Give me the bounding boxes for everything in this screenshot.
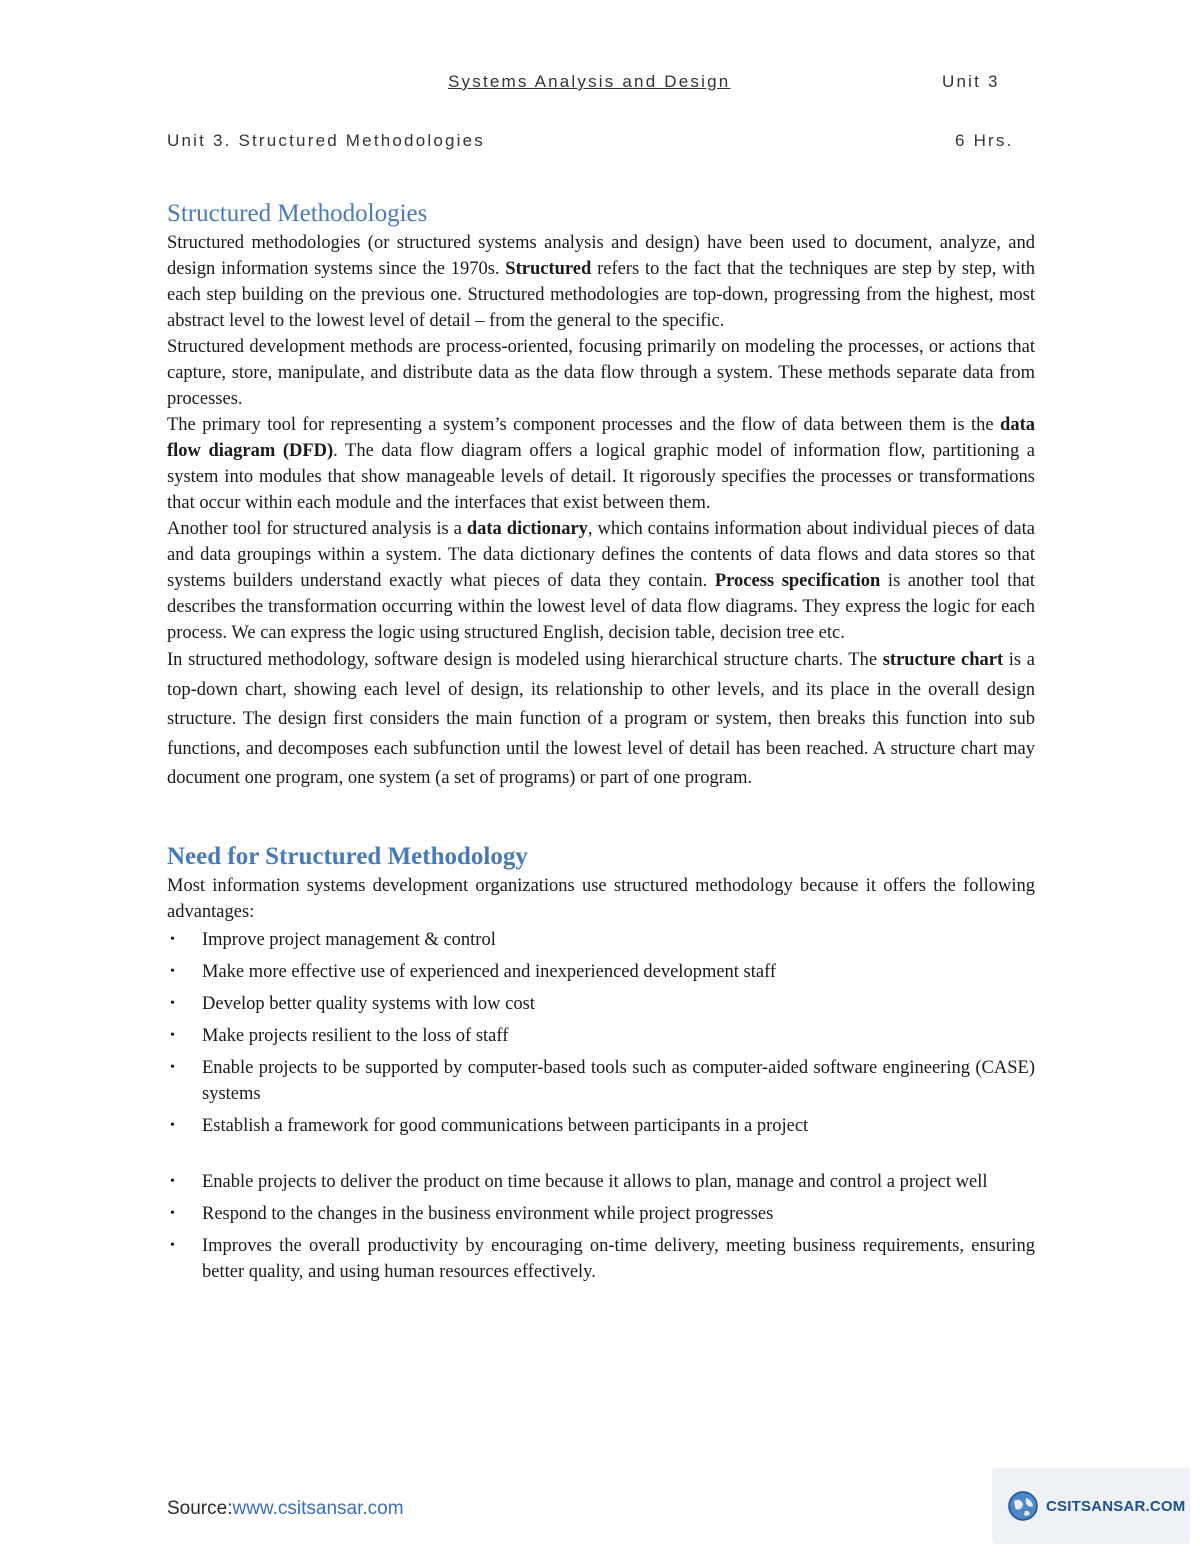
text-run: refers to the fact that the techniques are step by step, with each step building on the previous one. Structured methodologies are top-down, progressing from the highest, most abstract level to the lowest level of detail – from the general to the specific. bbox=[167, 259, 1035, 331]
paragraph-data-dictionary bbox=[167, 516, 1035, 646]
bold-term-structured: Structured bbox=[505, 259, 592, 279]
section-spacer bbox=[167, 794, 1035, 843]
list-item-text: Establish a framework for good communications between participants in a project bbox=[202, 1115, 809, 1136]
list-item bbox=[167, 1201, 1035, 1227]
bullet-icon: • bbox=[170, 1117, 175, 1133]
list-item-text: Enable projects to be supported by computer-based tools such as computer-aided software engineering (CASE) systems bbox=[202, 1057, 1035, 1104]
bullet-icon: • bbox=[170, 995, 175, 1011]
bullet-icon: • bbox=[170, 1059, 175, 1075]
paragraph-structure-chart bbox=[167, 646, 1035, 794]
text-run: In structured methodology, software design is modeled using hierarchical structure charts. The bbox=[167, 650, 883, 670]
list-item-text: Make more effective use of experienced and inexperienced development staff bbox=[202, 961, 777, 982]
bullet-icon: • bbox=[170, 1173, 175, 1189]
bullet-icon: • bbox=[170, 963, 175, 979]
globe-icon bbox=[1006, 1489, 1040, 1523]
section-heading-structured-methodologies: Structured Methodologies bbox=[167, 200, 428, 227]
text-run: Structured methodologies (or structured systems analysis and design) have been used to document, analyze, and design information systems since the 1970s. bbox=[167, 233, 1035, 279]
hours-label: 6 Hrs. bbox=[955, 131, 1014, 150]
bold-term-structure-chart: structure chart bbox=[882, 650, 1004, 670]
document-body bbox=[167, 200, 1035, 1291]
bold-term-data-dictionary: data dictionary bbox=[466, 519, 588, 539]
text-run: , which contains information about individual pieces of data and data groupings within a system. The data dictionary defines the contents of data flows and data stores so that systems builders understand exactly what pieces of data they contain. bbox=[167, 519, 1035, 591]
source-label: Source: bbox=[167, 1498, 233, 1519]
bullet-icon: • bbox=[170, 1237, 175, 1253]
list-item bbox=[167, 991, 1035, 1017]
text-run: Another tool for structured analysis is a bbox=[167, 519, 467, 539]
list-item bbox=[167, 1023, 1035, 1049]
section-heading-need: Need for Structured Methodology bbox=[167, 842, 528, 870]
bullet-icon: • bbox=[170, 1205, 175, 1221]
list-item bbox=[167, 959, 1035, 985]
unit-heading: Unit 3. Structured Methodologies bbox=[167, 131, 485, 150]
text-run: . The data flow diagram offers a logical graphic model of information flow, partitioning a system into modules that show manageable levels of detail. It rigorously specifies the processes or transformations that occur within each module and the interfaces that exist between them. bbox=[167, 441, 1035, 513]
list-item-text: Enable projects to deliver the product on time because it allows to plan, manage and control a project well bbox=[202, 1171, 988, 1192]
text-run: The primary tool for representing a system’s component processes and the flow of data between them is the bbox=[167, 415, 1001, 435]
course-title: Systems Analysis and Design bbox=[448, 72, 731, 91]
list-item bbox=[167, 1113, 1035, 1139]
list-item-text: Make projects resilient to the loss of staff bbox=[202, 1025, 509, 1046]
list-item-text: Develop better quality systems with low cost bbox=[202, 993, 535, 1014]
text-run: is another tool that describes the transformation occurring within the lowest level of data flow diagrams. They express the logic for each process. We can express the logic using structured English, decision table, decision tree etc. bbox=[167, 571, 1035, 643]
unit-label: Unit 3 bbox=[942, 72, 1000, 91]
logo-text: CSITSANSAR.COM bbox=[1046, 1497, 1186, 1515]
list-item-text: Respond to the changes in the business environment while project progresses bbox=[202, 1203, 774, 1224]
advantages-list bbox=[167, 927, 1035, 1285]
list-item bbox=[167, 1055, 1035, 1107]
paragraph-intro bbox=[167, 230, 1035, 334]
list-item bbox=[167, 1169, 1035, 1195]
list-item-text: Improve project management & control bbox=[202, 929, 496, 950]
site-logo[interactable] bbox=[992, 1468, 1190, 1544]
text-run: is a top-down chart, showing each level of design, its relationship to other levels, and its place in the overall design structure. The design first considers the main function of a program or system, then breaks this function into sub functions, and decomposes each subfunction until the lowest level of detail has been reached. A structure chart may document one program, one system (a set of programs) or part of one program. bbox=[167, 650, 1035, 788]
list-item bbox=[167, 927, 1035, 953]
list-item bbox=[167, 1233, 1035, 1285]
footer-source bbox=[167, 1498, 404, 1520]
paragraph-need-intro: Most information systems development organizations use structured methodology because it offers the following advantages: bbox=[167, 875, 1035, 922]
bold-term-dfd: data flow diagram (DFD) bbox=[167, 415, 1035, 461]
list-item-text: Improves the overall productivity by encouraging on-time delivery, meeting business requirements, ensuring better quality, and using human resources effectively. bbox=[202, 1235, 1035, 1282]
paragraph-process-oriented: Structured development methods are process-oriented, focusing primarily on modeling the processes, or actions that capture, store, manipulate, and distribute data as the data flow through a system. These methods separate data from processes. bbox=[167, 337, 1035, 409]
source-link[interactable]: www.csitsansar.com bbox=[232, 1498, 404, 1519]
bold-term-process-specification: Process specification bbox=[714, 571, 881, 591]
bullet-icon: • bbox=[170, 1027, 175, 1043]
bullet-icon: • bbox=[170, 931, 175, 947]
paragraph-dfd bbox=[167, 412, 1035, 516]
